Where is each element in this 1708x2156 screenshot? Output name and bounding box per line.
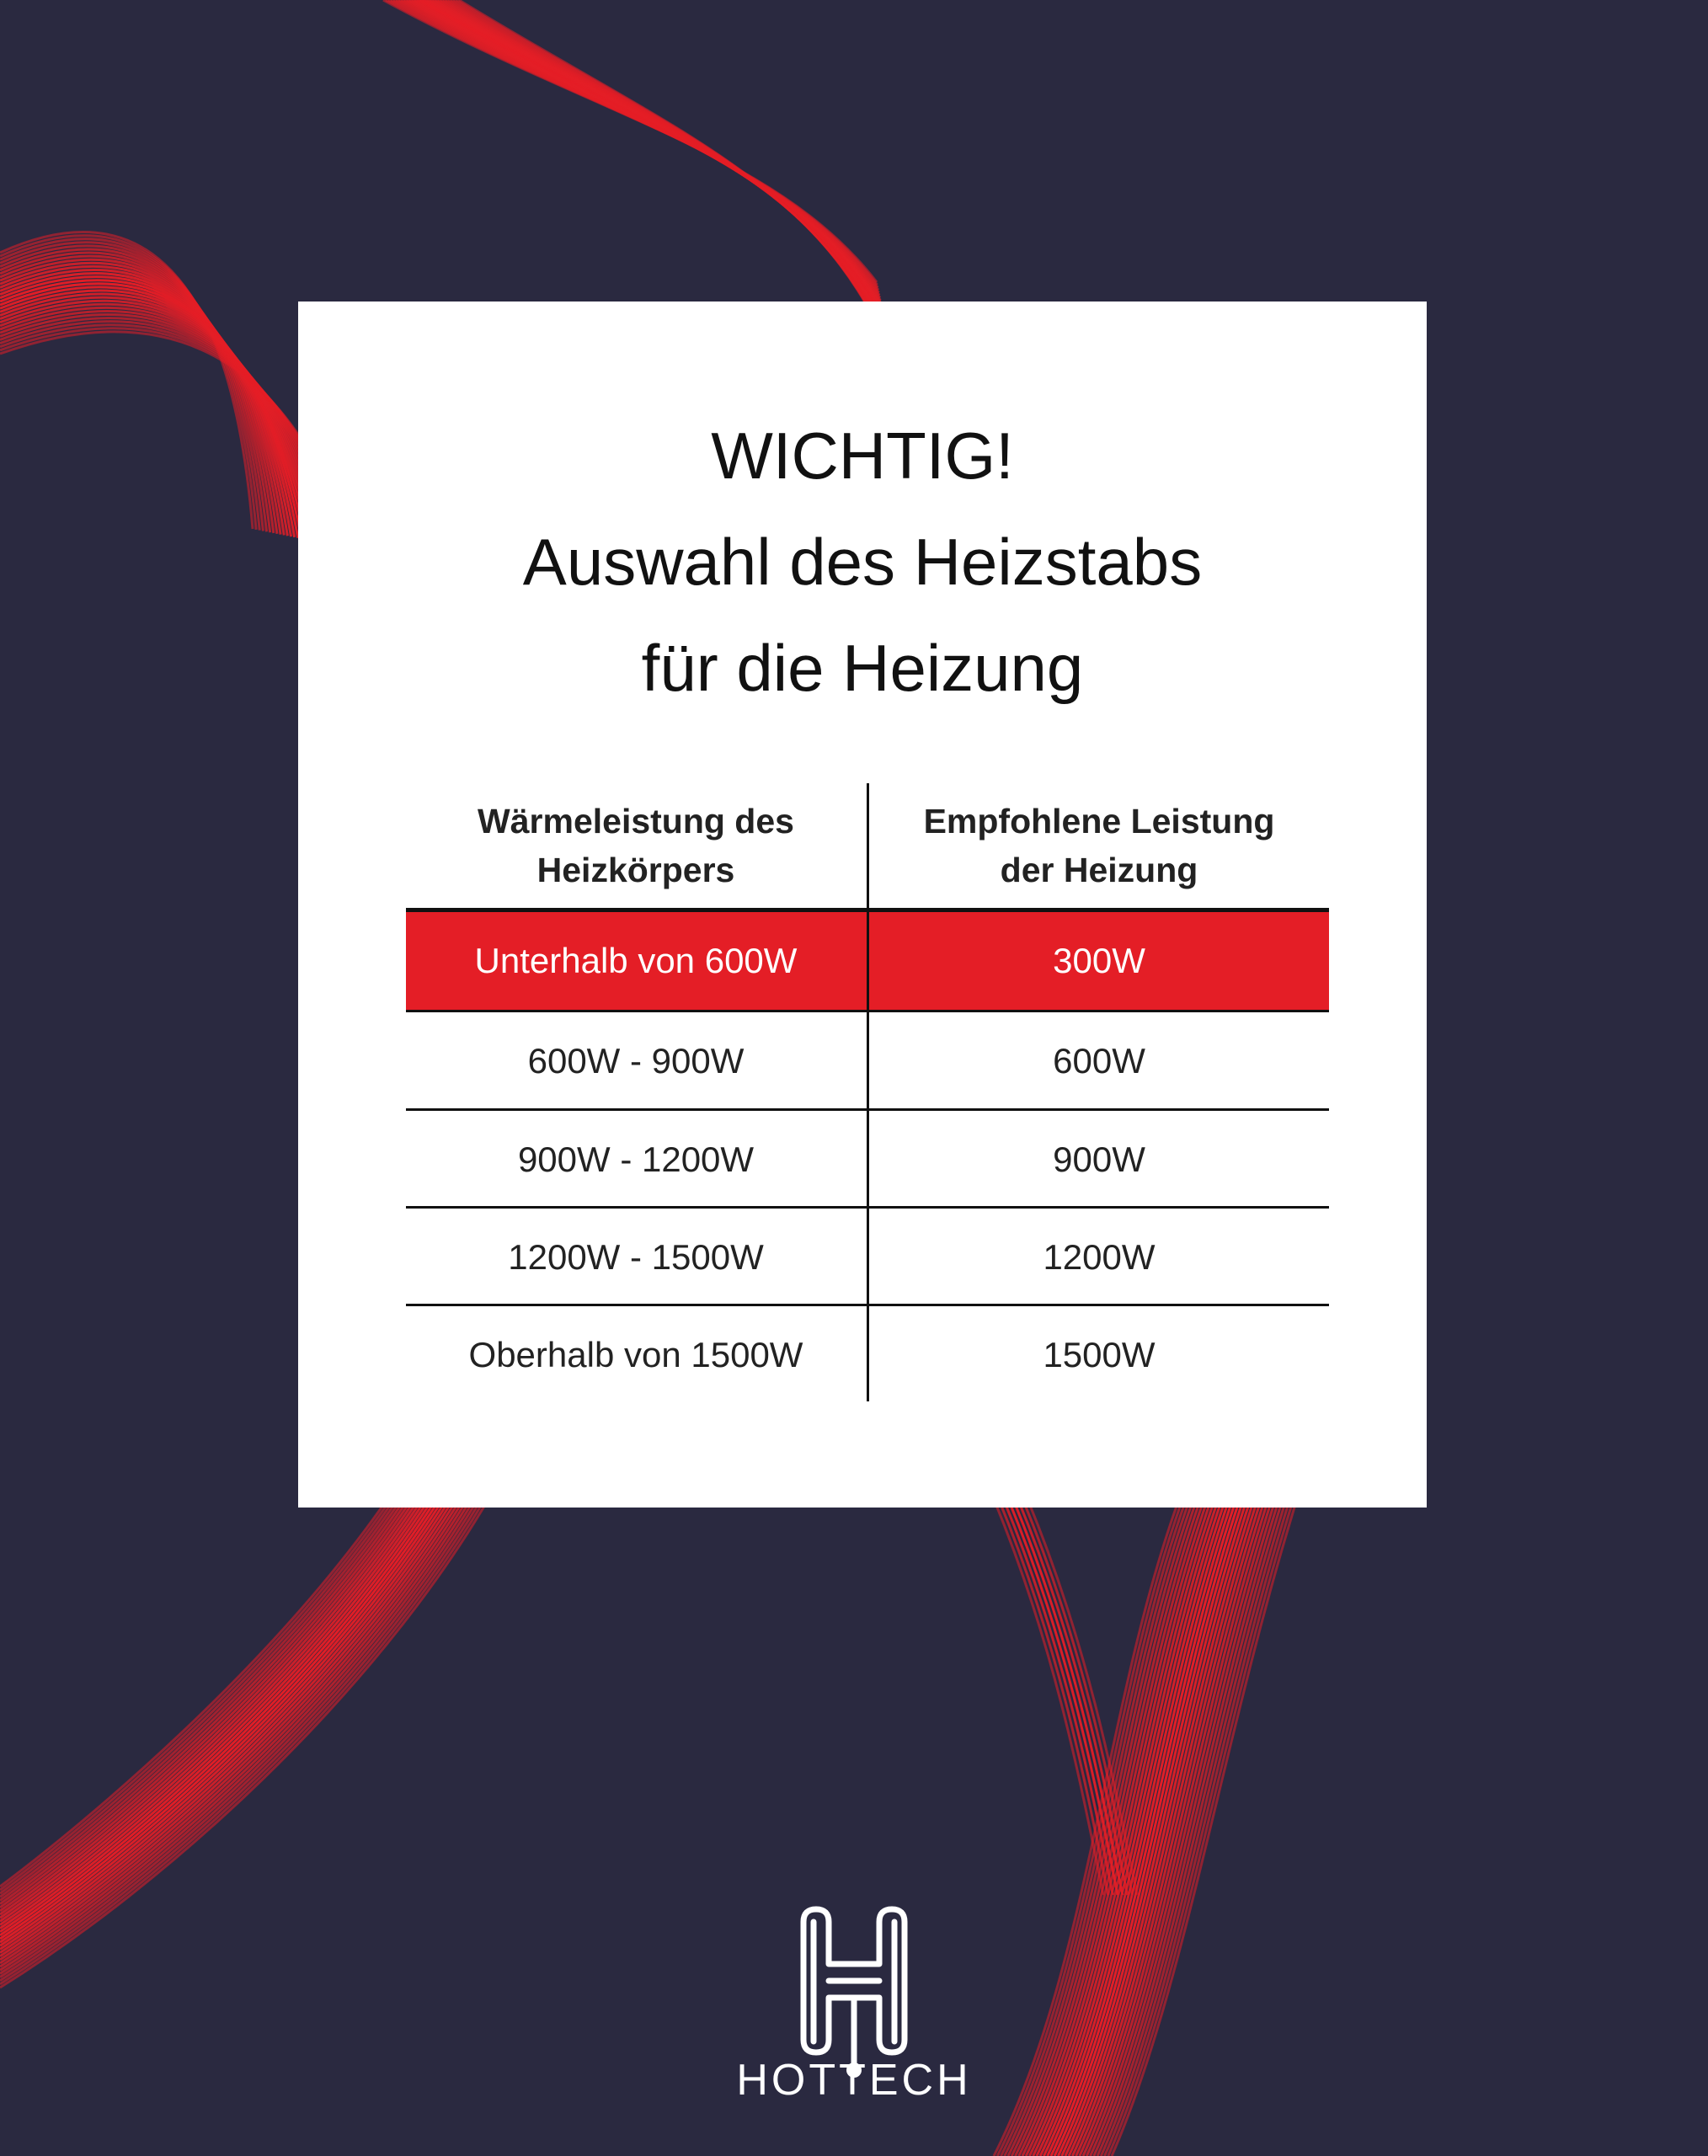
- cell-radiator-output: 900W - 1200W: [517, 1139, 755, 1179]
- cell-recommended-power: 600W: [1053, 1041, 1145, 1081]
- wave-line: [994, 1499, 1103, 1895]
- cell-recommended-power: 900W: [1053, 1139, 1145, 1179]
- wave-line: [383, 0, 877, 282]
- title-line-2: Auswahl des Heizstabs: [522, 525, 1203, 599]
- wave-line: [388, 0, 878, 287]
- wave-line: [391, 0, 878, 290]
- header-radiator-line-2: Heizkörpers: [536, 851, 735, 889]
- title-line-3: für die Heizung: [641, 631, 1084, 705]
- header-recommended-power: [869, 783, 1329, 908]
- header-radiator-line-1: Wärmeleistung des: [478, 802, 794, 841]
- cell-radiator-output: 600W - 900W: [527, 1041, 745, 1081]
- cell-radiator-output: Oberhalb von 1500W: [468, 1335, 803, 1374]
- header-radiator-output: [406, 783, 866, 908]
- wave-line: [386, 0, 878, 285]
- cell-radiator-output: 1200W - 1500W: [508, 1237, 764, 1277]
- heater-selection-table: [406, 783, 1329, 1401]
- cell-radiator-output: Unterhalb von 600W: [474, 941, 798, 980]
- brand-name: HOTTECH: [736, 2056, 972, 2105]
- info-card: [298, 302, 1427, 1508]
- column-divider: [867, 783, 869, 1401]
- cell-recommended-power: 1500W: [1043, 1335, 1156, 1374]
- cell-recommended-power: 1200W: [1043, 1237, 1156, 1277]
- page-title: [298, 403, 1427, 721]
- header-recommended-line-1: Empfohlene Leistung: [923, 802, 1275, 841]
- header-recommended-line-2: der Heizung: [1000, 851, 1198, 889]
- cell-recommended-power: 300W: [1053, 941, 1145, 980]
- title-line-1: WICHTIG!: [711, 419, 1014, 493]
